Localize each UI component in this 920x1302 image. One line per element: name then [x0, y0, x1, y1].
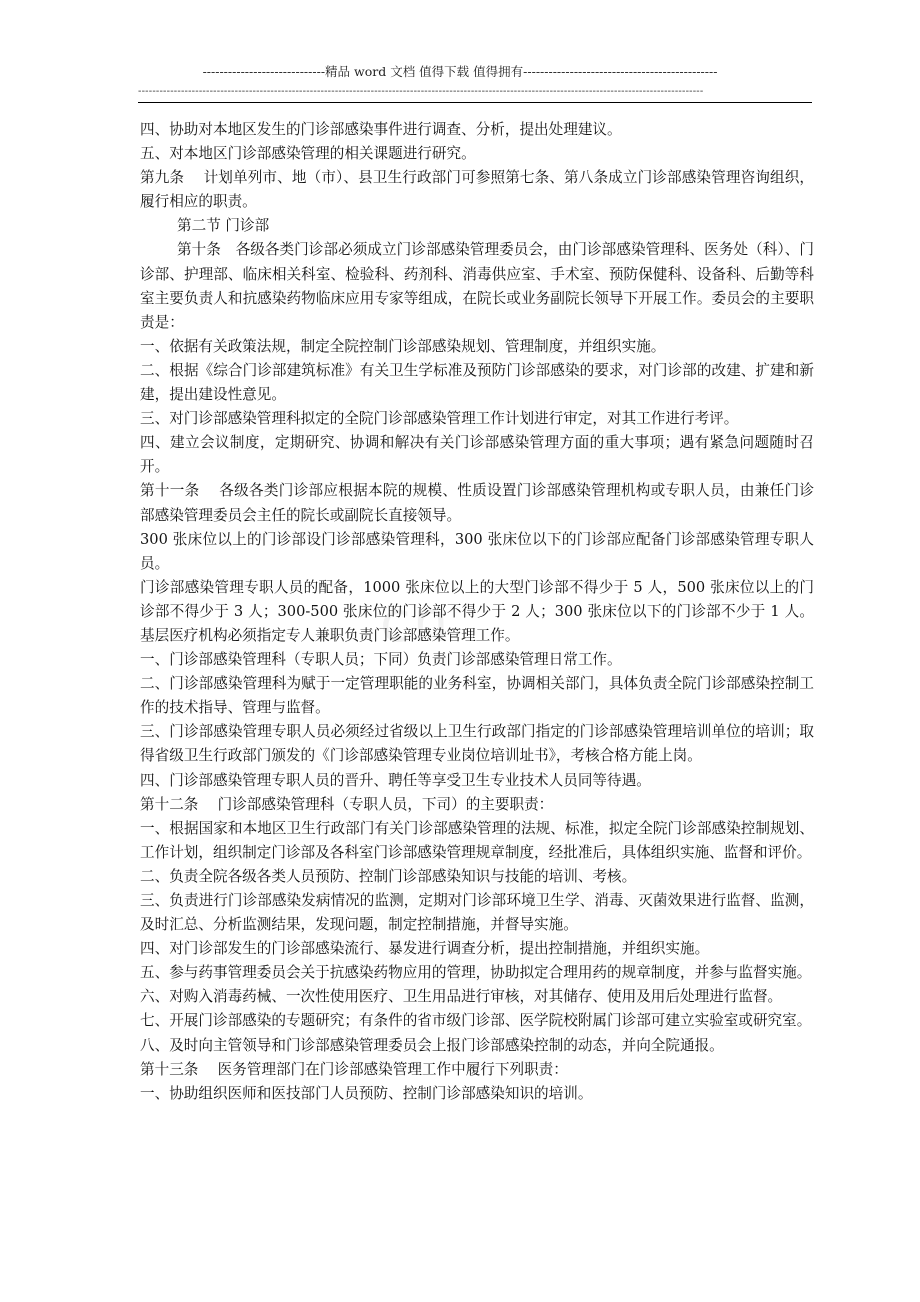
paragraph: 三、负责进行门诊部感染发病情况的监测，定期对门诊部环境卫生学、消毒、灭菌效果进行监督、监测，及时汇总、分析监测结果，发现问题，制定控制措施，并督导实施。 [140, 892, 814, 934]
paragraph: 八、及时向主管领导和门诊部感染管理委员会上报门诊部感染控制的动态，并向全院通报。 [140, 1036, 724, 1054]
paragraph: 四、对门诊部发生的门诊部感染流行、暴发进行调查分析，提出控制措施，并组织实施。 [140, 940, 710, 958]
paragraph: 五、对本地区门诊部感染管理的相关课题进行研究。 [140, 145, 476, 163]
paragraph: 300 张床位以上的门诊部设门诊部感染管理科，300 张床位以下的门诊部应配备门诊部感染管理专职人员。 [140, 530, 814, 572]
header-divider [138, 102, 812, 103]
paragraph: 四、建立会议制度，定期研究、协调和解决有关门诊部感染管理方面的重大事项；遇有紧急问题随时召开。 [140, 434, 814, 476]
paragraph: 一、协助组织医师和医技部门人员预防、控制门诊部感染知识的培训。 [140, 1084, 593, 1102]
page-header-banner: -----------------------------精品 word 文档 值得下载 值得拥有---------------------------------------------- [202, 64, 718, 79]
paragraph: 一、门诊部感染管理科（专职人员；下同）负责门诊部感染管理日常工作。 [140, 651, 622, 669]
paragraph: 三、门诊部感染管理专职人员必须经过省级以上卫生行政部门指定的门诊部感染管理培训单位的培训；取得省级卫生行政部门颁发的《门诊部感染管理专业岗位培训址书》，考核合格方能上岗。 [140, 723, 814, 765]
section-heading: 第二节 门诊部 [177, 217, 270, 235]
paragraph: 一、根据国家和本地区卫生行政部门有关门诊部感染管理的法规、标准，拟定全院门诊部感染控制规划、工作计划，组织制定门诊部及各科室门诊部感染管理规章制度，经批准后，具体组织实施、监督和评价。 [140, 819, 814, 861]
article-9: 第九条 计划单列市、地（市）、县卫生行政部门可参照第七条、第八条成立门诊部感染管理咨询组织，履行相应的职责。 [140, 169, 814, 211]
article-10: 第十条 各级各类门诊部必须成立门诊部感染管理委员会，由门诊部感染管理科、医务处（科）、门诊部、护理部、临床相关科室、检验科、药剂科、消毒供应室、手术室、预防保健科、设备科、后勤等科室主要负责人和抗感染药物临床应用专家等组成，在院长或业务副院长领导下开展工作。委员会的主要职责是： [140, 241, 814, 331]
article-12: 第十二条 门诊部感染管理科（专职人员，下司）的主要职责： [140, 795, 554, 813]
paragraph: 一、依据有关政策法规，制定全院控制门诊部感染规划、管理制度，并组织实施。 [140, 337, 666, 355]
paragraph: 门诊部感染管理专职人员的配备，1000 张床位以上的大型门诊部不得少于 5 人，500 张床位以上的门诊部不得少于 3 人；300-500 张床位的门诊部不得少于 2 人；300 张床位以下的门诊部不少于 1 人。基层医疗机构必须指定专人兼职负责门诊部感染管理工作。 [140, 578, 814, 644]
header-dashed-rule: -------------------------------------------------------------------------------------------------------------------------------------------------------------- [138, 86, 704, 97]
document-body [140, 118, 814, 1106]
paragraph: 三、对门诊部感染管理科拟定的全院门诊部感染管理工作计划进行审定，对其工作进行考评。 [140, 410, 739, 428]
article-13: 第十三条 医务管理部门在门诊部感染管理工作中履行下列职责： [140, 1060, 568, 1078]
paragraph: 五、参与药事管理委员会关于抗感染药物应用的管理，协助拟定合理用药的规章制度，并参与监督实施。 [140, 964, 812, 982]
article-11: 第十一条 各级各类门诊部应根据本院的规模、性质设置门诊部感染管理机构或专职人员，由兼任门诊部感染管理委员会主任的院长或副院长直接领导。 [140, 482, 814, 524]
paragraph: 七、开展门诊部感染的专题研究；有条件的省市级门诊部、医学院校附属门诊部可建立实验室或研究室。 [140, 1012, 812, 1030]
paragraph: 二、负责全院各级各类人员预防、控制门诊部感染知识与技能的培训、考核。 [140, 867, 637, 885]
paragraph: 二、门诊部感染管理科为赋于一定管理职能的业务科室，协调相关部门，具体负责全院门诊部感染控制工作的技术指导、管理与监督。 [140, 675, 814, 717]
paragraph: 四、门诊部感染管理专职人员的晋升、聘任等享受卫生专业技术人员同等待遇。 [140, 771, 651, 789]
paragraph: 六、对购入消毒药械、一次性使用医疗、卫生用品进行审核，对其储存、使用及用后处理进行监督。 [140, 988, 783, 1006]
watermark: cn [380, 590, 451, 655]
paragraph: 四、协助对本地区发生的门诊部感染事件进行调查、分析，提出处理建议。 [140, 121, 622, 138]
paragraph: 二、根据《综合门诊部建筑标准》有关卫生学标准及预防门诊部感染的要求，对门诊部的改建、扩建和新建，提出建设性意见。 [140, 361, 814, 404]
